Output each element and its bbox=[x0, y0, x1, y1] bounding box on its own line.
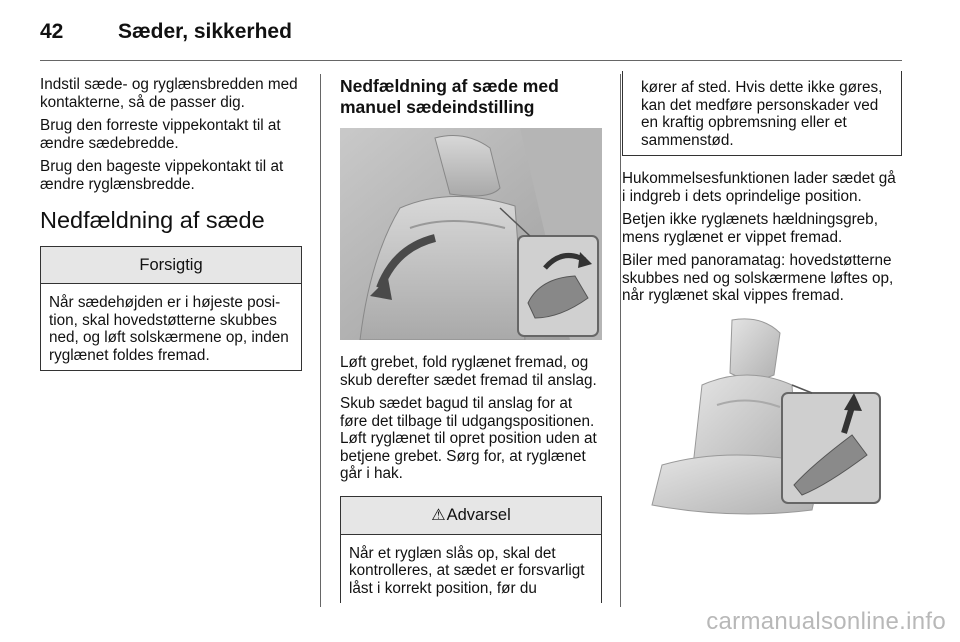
warning-box-continued bbox=[622, 71, 902, 156]
caution-body: Når sædehøjden er i højeste position, skal hovedstøtterne skubbes ned, og løft solskærmene op, inden ryglænet foldes fremad. bbox=[49, 294, 289, 364]
paragraph: Brug den bageste vippekontakt til at ændre ryglænsbredde. bbox=[40, 158, 284, 193]
page-number: 42 bbox=[40, 20, 64, 43]
paragraph: Løft grebet, fold ryglænet fremad, og skub derefter sædet fremad til anslag. bbox=[340, 354, 597, 389]
section-subheading: Nedfældning af sæde med manuel sædeindstilling bbox=[340, 76, 559, 117]
page-title: Sæder, sikkerhed bbox=[118, 20, 292, 43]
column-3 bbox=[622, 71, 902, 539]
warning-title-bar bbox=[341, 497, 601, 535]
warning-triangle-icon: ⚠ bbox=[431, 506, 446, 524]
warning-body-continued: kører af sted. Hvis dette ikke gøres, kan det medføre personskader ved en kraftig opbremsning eller et sammenstød. bbox=[641, 79, 883, 149]
caution-title: Forsigtig bbox=[41, 247, 301, 284]
column-2 bbox=[340, 76, 602, 603]
paragraph: Betjen ikke ryglænets hældningsgreb, mens ryglænet er vippet fremad. bbox=[622, 211, 878, 246]
warning-box bbox=[340, 496, 602, 604]
paragraph: Hukommelsesfunktionen lader sædet gå i indgreb i dets oprindelige position. bbox=[622, 170, 896, 205]
paragraph: Brug den forreste vippekontakt til at ændre sædebredde. bbox=[40, 117, 281, 152]
paragraph: Biler med panoramatag: hovedstøtterne skubbes ned og solskærmene løftes op, når ryglænet skal vippes fremad. bbox=[622, 252, 894, 304]
paragraph: Skub sædet bagud til anslag for at føre det tilbage til udgangspositionen. Løft ryglænet til opret position uden at betjene grebet. Sørg for, at ryglænet går i hak. bbox=[340, 395, 597, 482]
column-divider-2 bbox=[620, 74, 621, 607]
seat-fold-illustration bbox=[340, 128, 602, 340]
caution-box bbox=[40, 246, 302, 371]
column-divider-1 bbox=[320, 74, 321, 607]
warning-title: Advarsel bbox=[446, 505, 511, 524]
column-1 bbox=[40, 76, 302, 371]
header-rule bbox=[40, 60, 902, 61]
paragraph: Indstil sæde- og ryglænsbredden med kontakterne, så de passer dig. bbox=[40, 76, 298, 111]
watermark: carmanualsonline.info bbox=[706, 608, 946, 635]
seat-headrest-illustration bbox=[622, 315, 884, 525]
section-heading: Nedfældning af sæde bbox=[40, 207, 265, 233]
warning-body: Når et ryglæn slås op, skal det kontrolleres, at sædet er forsvarligt låst i korrekt position, før du bbox=[349, 544, 585, 597]
